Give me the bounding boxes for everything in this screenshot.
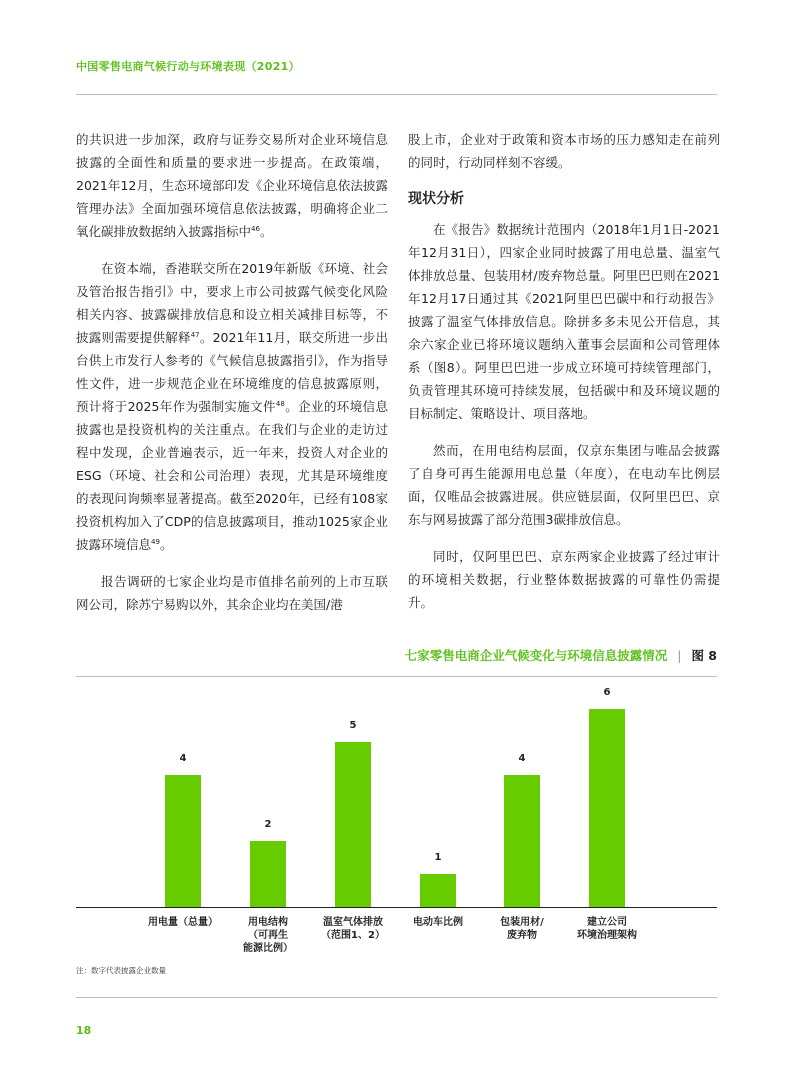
text-column-right — [408, 128, 720, 628]
bar — [250, 841, 286, 907]
category-label: 用电结构（可再生能源比例） — [243, 917, 293, 954]
data-label: 5 — [349, 720, 357, 731]
paragraph-end: 。 — [159, 537, 173, 552]
paragraph-text: 。企业的环境信息披露也是投资机构的关注重点。在我们与企业的走访过程中发现，企业普遍表示，近一年来，投资人对企业的ESG（环境、社会和公司治理）表现，尤其是环境维度的表现问询频率显著提高。截至2020年，已经有108家投资机构加入了CDP的信息披露项目，推动1025家企业披露环境信息 — [76, 399, 388, 552]
bar — [335, 742, 371, 907]
category-label: 温室气体排放（范围1、2） — [321, 917, 385, 941]
paragraph-status: 在《报告》数据统计范围内（2018年1月1日-2021年12月31日），四家企业同时披露了用电总量、温室气体排放总量、包装用材/废弃物总量。阿里巴巴则在2021年12月17日通过其《2021阿里巴巴碳中和行动报告》披露了温室气体排放信息。除拼多多未见公开信息，其余六家企业已将环境议题纳入董事会层面和公司管理体系（图8）。阿里巴巴进一步成立环境可持续管理部门，负责管理其环境可持续发展，包括碳中和及环境议题的目标制定、策略设计、项目落地。 — [408, 222, 720, 421]
data-label: 4 — [518, 753, 526, 764]
paragraph-policy — [76, 128, 388, 243]
bar — [165, 775, 201, 907]
data-label: 2 — [264, 819, 272, 830]
paragraph-survey: 报告调研的七家企业均是市值排名前列的上市互联网公司，除苏宁易购以外，其余企业均在美国/港 — [76, 574, 388, 612]
page-number: 18 — [76, 1024, 92, 1037]
figure-note: 注：数字代表披露企业数量 — [76, 966, 166, 975]
text-column-left — [76, 128, 388, 630]
section-heading: 现状分析 — [408, 191, 464, 207]
paragraph-end: 。 — [259, 224, 273, 239]
data-label: 4 — [179, 753, 187, 764]
figure-divider — [76, 676, 717, 677]
bar-chart — [76, 680, 717, 965]
running-header-title: 中国零售电商气候行动与环境表现（2021） — [76, 60, 300, 73]
figure-separator: | — [677, 647, 682, 663]
figure-title: 七家零售电商企业气候变化与环境信息披露情况 — [404, 648, 668, 663]
category-label: 用电量（总量） — [148, 917, 218, 928]
figure-number: 图 8 — [691, 648, 717, 663]
data-label: 1 — [434, 852, 442, 863]
footnote-ref: 47 — [190, 330, 200, 339]
footnote-ref: 49 — [151, 537, 160, 546]
figure-header — [405, 646, 717, 664]
footer-divider — [76, 997, 717, 998]
category-label: 建立公司环境治理架构 — [577, 917, 637, 941]
paragraph-capital — [76, 257, 388, 556]
paragraph-text: 。2021年11月，联交所进一步出台供上市发行人参考的《气候信息披露指引》，作为指导性文件，进一步规范企业在环境维度的信息披露原则，预计将于2025年作为强制实施文件 — [76, 330, 388, 414]
header-divider — [76, 94, 717, 95]
paragraph-continued: 股上市，企业对于政策和资本市场的压力感知走在前列的同时，行动同样刻不容缓。 — [408, 132, 720, 170]
data-label: 6 — [603, 687, 611, 698]
category-label: 电动车比例 — [413, 917, 463, 928]
paragraph-electricity: 然而，在用电结构层面，仅京东集团与唯品会披露了自身可再生能源用电总量（年度），在电动车比例层面，仅唯品会披露进展。供应链层面，仅阿里巴巴、京东与网易披露了部分范围3碳排放信息。 — [408, 443, 720, 527]
bar — [504, 775, 540, 907]
bar — [589, 709, 625, 907]
bar — [420, 874, 456, 907]
category-label: 包装用材/废弃物 — [500, 917, 544, 941]
paragraph-audit: 同时，仅阿里巴巴、京东两家企业披露了经过审计的环境相关数据，行业整体数据披露的可靠性仍需提升。 — [408, 549, 720, 610]
footnote-ref: 48 — [275, 399, 285, 408]
paragraph-text: 的共识进一步加深，政府与证券交易所对企业环境信息披露的全面性和质量的要求进一步提高。在政策端，2021年12月，生态环境部印发《企业环境信息依法披露管理办法》全面加强环境信息依法披露，明确将企业二氧化碳排放数据纳入披露指标中 — [76, 132, 388, 239]
paragraph-text: 在资本端，香港联交所在2019年新版《环境、社会及管治报告指引》中，要求上市公司披露气候变化风险相关内容、披露碳排放信息和设立相关减排目标等，不披露则需要提供解释 — [76, 261, 388, 345]
footnote-ref: 46 — [251, 224, 260, 233]
